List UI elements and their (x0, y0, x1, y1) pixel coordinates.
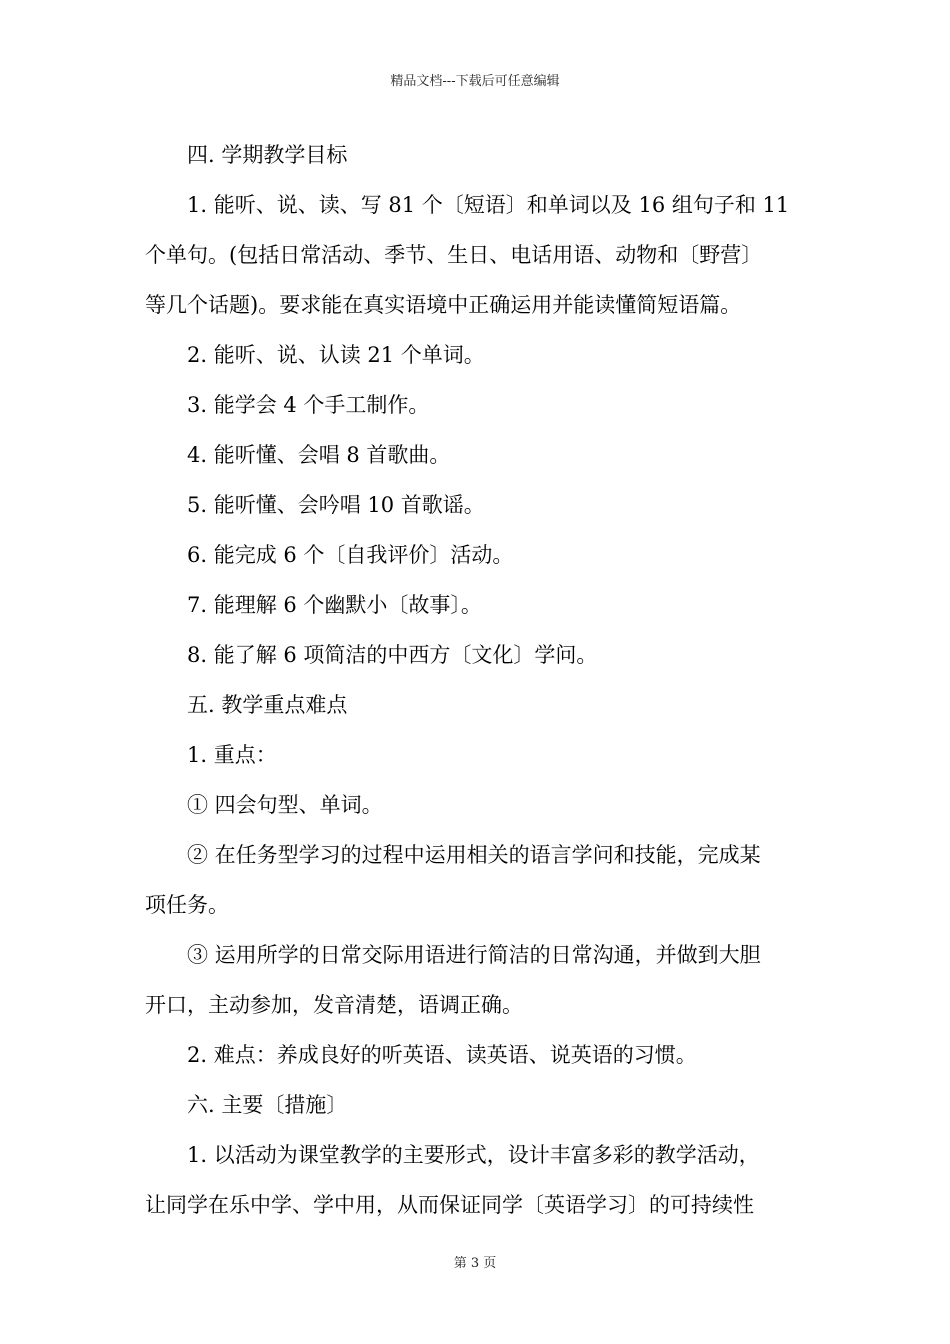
text-line: ① 四会句型、单词。 (187, 793, 383, 817)
text-line: 1. 能听、说、读、写 81 个〔短语〕和单词以及 16 组句子和 11 (187, 193, 790, 217)
text-line: 让同学在乐中学、学中用，从而保证同学〔英语学习〕的可持续性 (145, 1193, 754, 1217)
text-line: 5. 能听懂、会吟唱 10 首歌谣。 (187, 493, 485, 517)
text-line: 2. 能听、说、认读 21 个单词。 (187, 343, 485, 367)
page-number: 第 3 页 (453, 1256, 497, 1271)
text-line: ② 在任务型学习的过程中运用相关的语言学问和技能，完成某 (187, 843, 761, 867)
text-line: 6. 能完成 6 个〔自我评价〕活动。 (187, 543, 514, 567)
text-line: 7. 能理解 6 个幽默小〔故事〕。 (187, 593, 482, 617)
text-line: 1. 重点： (187, 743, 277, 767)
text-line: 4. 能听懂、会唱 8 首歌曲。 (187, 443, 451, 467)
text-line: 3. 能学会 4 个手工制作。 (187, 393, 430, 417)
text-line: 开口，主动参加，发音清楚，语调正确。 (145, 993, 523, 1017)
text-line: ③ 运用所学的日常交际用语进行简洁的日常沟通，并做到大胆 (187, 943, 761, 967)
text-line: 个单句。(包括日常活动、季节、生日、电话用语、动物和〔野营〕 (145, 243, 763, 267)
text-line: 项任务。 (145, 893, 229, 917)
text-line: 四. 学期教学目标 (187, 143, 348, 167)
document-body (145, 130, 810, 1230)
text-line: 六. 主要〔措施〕 (187, 1093, 348, 1117)
text-line: 2. 难点：养成良好的听英语、读英语、说英语的习惯。 (187, 1043, 697, 1067)
text-line: 8. 能了解 6 项简洁的中西方〔文化〕学问。 (187, 643, 598, 667)
text-line: 五. 教学重点难点 (187, 693, 348, 717)
page-header: 精品文档---下载后可任意编辑 (390, 74, 560, 89)
text-line: 等几个话题)。要求能在真实语境中正确运用并能读懂简短语篇。 (145, 293, 742, 317)
text-line: 1. 以活动为课堂教学的主要形式，设计丰富多彩的教学活动， (187, 1143, 760, 1167)
